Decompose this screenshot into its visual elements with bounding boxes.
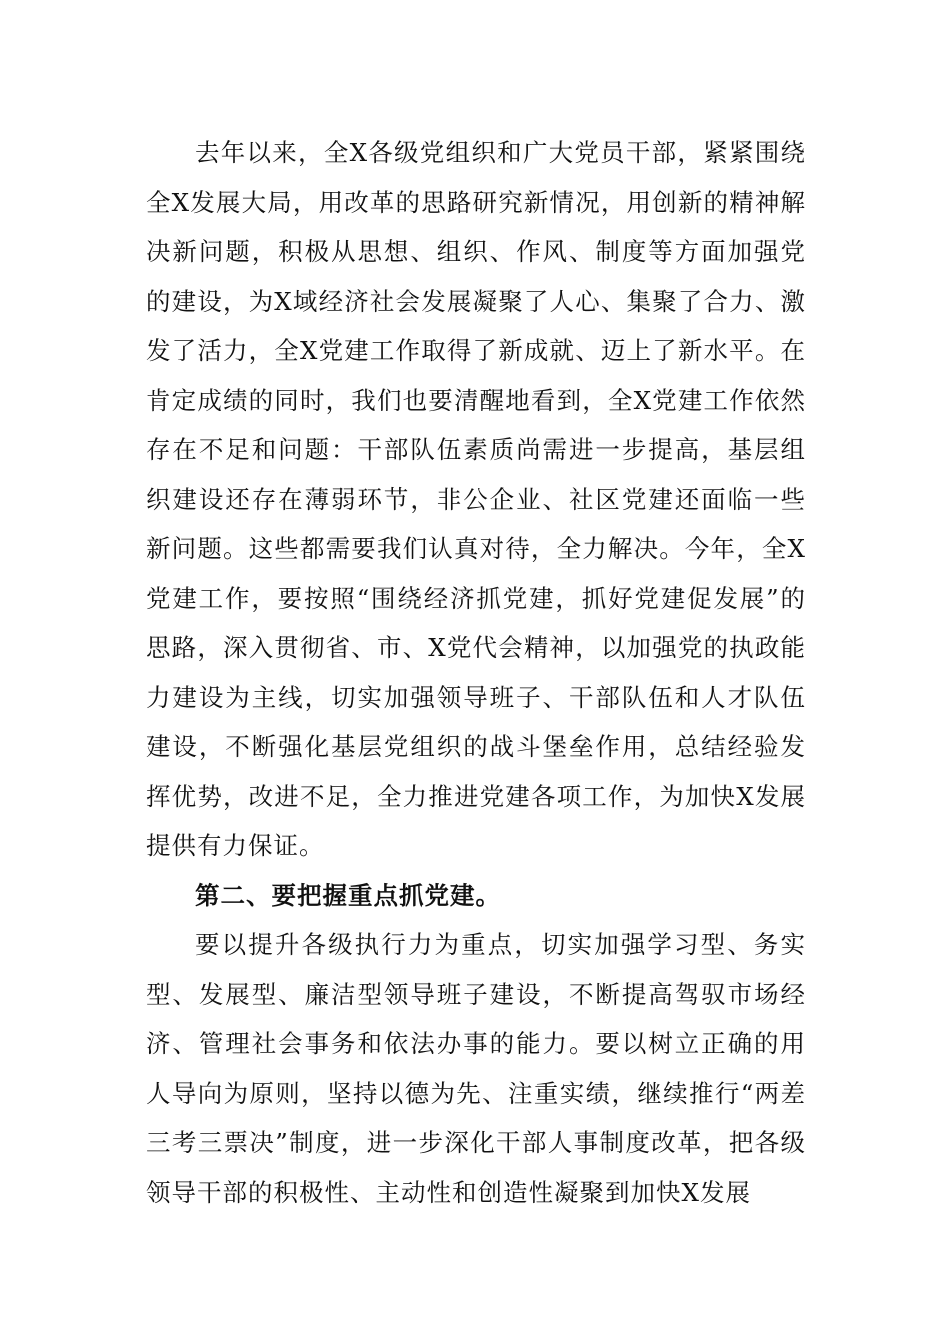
paragraph-1: 去年以来，全X各级党组织和广大党员干部，紧紧围绕全X发展大局，用改革的思路研究新情况，用创新的精神解决新问题，积极从思想、组织、作风、制度等方面加强党的建设，为X域经济社会发展凝聚了人心、集聚了合力、激发了活力，全X党建工作取得了新成就、迈上了新水平。在肯定成绩的同时，我们也要清醒地看到，全X党建工作依然存在不足和问题：干部队伍素质尚需进一步提高，基层组织建设还存在薄弱环节，非公企业、社区党建还面临一些新问题。这些都需要我们认真对待，全力解决。今年，全X党建工作，要按照“围绕经济抓党建，抓好党建促发展”的思路，深入贯彻省、市、X党代会精神，以加强党的执政能力建设为主线，切实加强领导班子、干部队伍和人才队伍建设，不断强化基层党组织的战斗堡垒作用，总结经验发挥优势，改进不足，全力推进党建各项工作，为加快X发展提供有力保证。 [146,138,806,860]
section-heading-2: 第二、要把握重点抓党建。 [195,880,501,910]
paragraph-2: 要以提升各级执行力为重点，切实加强学习型、务实型、发展型、廉洁型领导班子建设，不断提高驾驭市场经济、管理社会事务和依法办事的能力。要以树立正确的用人导向为原则，坚持以德为先、注重实绩，继续推行“两差三考三票决”制度，进一步深化干部人事制度改革，把各级领导干部的积极性、主动性和创造性凝聚到加快X发展 [146,930,806,1207]
document-body [146,128,806,1217]
